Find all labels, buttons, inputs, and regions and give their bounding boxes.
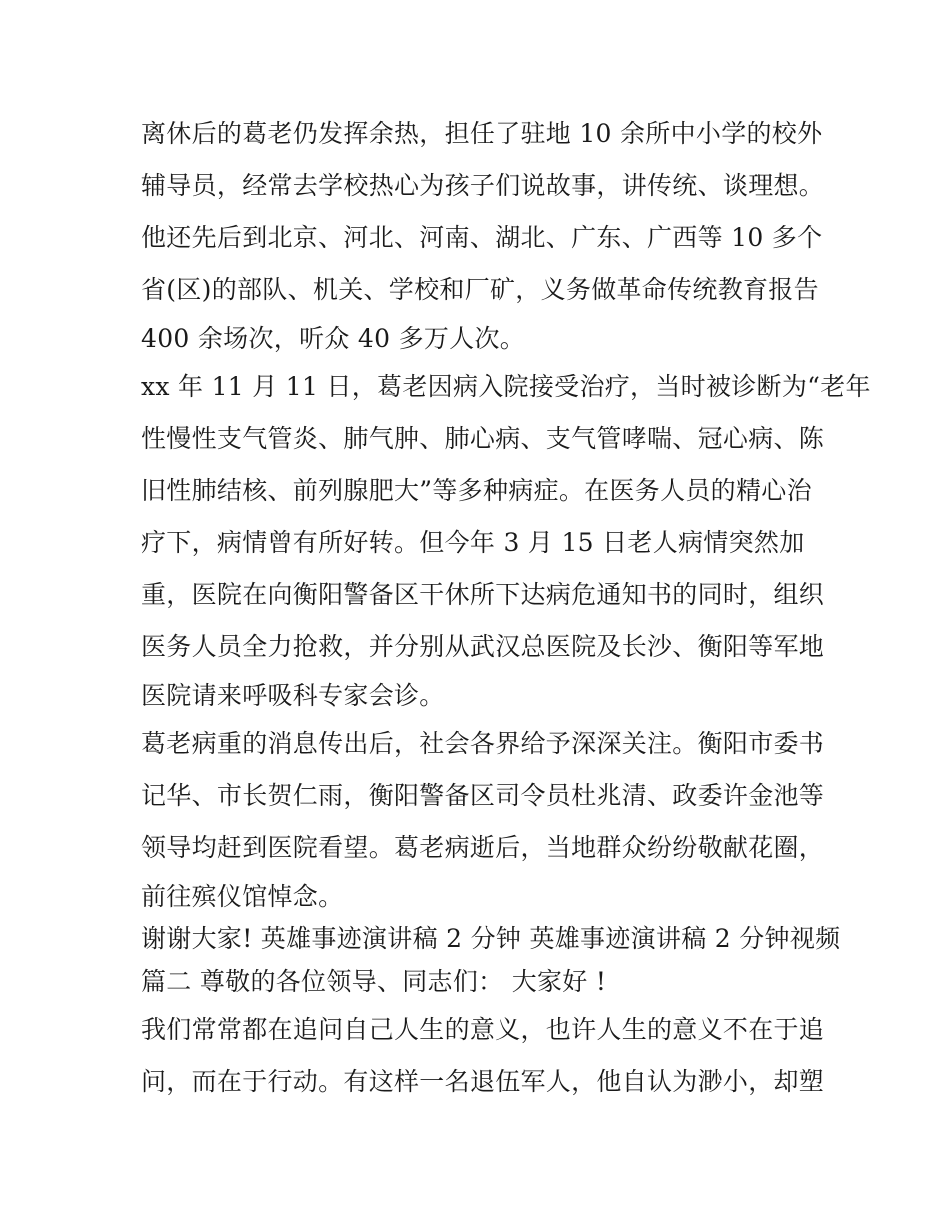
text-line: 问，而在于行动。有这样一名退伍军人，他自认为渺小，却塑 [141, 1067, 825, 1096]
paragraph-illness [141, 361, 871, 718]
text-line: 疗下，病情曾有所好转。但今年 3 月 15 日老人病情突然加 [141, 528, 805, 557]
text-line: 重，医院在向衡阳警备区干休所下达病危通知书的同时，组织 [141, 580, 825, 609]
text-line: 辅导员，经常去学校热心为孩子们说故事，讲传统、谈理想。 [141, 171, 825, 200]
text-line: 篇二 尊敬的各位领导、同志们： 大家好 ! [141, 967, 607, 996]
text-line: 医务人员全力抢救，并分别从武汉总医院及长沙、衡阳等军地 [141, 632, 825, 661]
paragraph-retirement-activities [141, 108, 825, 361]
text-line: 葛老病重的消息传出后，社会各界给予深深关注。衡阳市委书 [141, 729, 825, 758]
paragraph-thanks-and-heading [141, 919, 841, 1004]
text-line: 记华、市长贺仁雨，衡阳警备区司令员杜兆清、政委许金池等 [141, 781, 825, 810]
text-line: 400 余场次，听众 40 多万人次。 [141, 324, 526, 353]
text-line: 领导均赶到医院看望。葛老病逝后，当地群众纷纷敬献花圈， [141, 833, 825, 862]
paragraph-public-concern [141, 718, 825, 919]
text-line: 医院请来呼吸科专家会诊。 [141, 681, 445, 710]
text-line: 离休后的葛老仍发挥余热，担任了驻地 10 余所中小学的校外 [141, 119, 823, 148]
document-body [141, 108, 871, 1108]
text-line: 省(区)的部队、机关、学校和厂矿，义务做革命传统教育报告 [141, 275, 819, 304]
text-line: 谢谢大家! 英雄事迹演讲稿 2 分钟 英雄事迹演讲稿 2 分钟视频 [141, 924, 841, 953]
paragraph-meaning-of-life [141, 1004, 825, 1108]
text-line: 我们常常都在追问自己人生的意义，也许人生的意义不在于追 [141, 1015, 825, 1044]
text-line: xx 年 11 月 11 日，葛老因病入院接受治疗，当时被诊断为“老年 [141, 372, 871, 401]
text-line: 他还先后到北京、河北、河南、湖北、广东、广西等 10 多个 [141, 223, 823, 252]
text-line: 旧性肺结核、前列腺肥大”等多种病症。在医务人员的精心治 [141, 476, 812, 505]
text-line: 前往殡仪馆悼念。 [141, 882, 344, 911]
text-line: 性慢性支气管炎、肺气肿、肺心病、支气管哮喘、冠心病、陈 [141, 424, 825, 453]
